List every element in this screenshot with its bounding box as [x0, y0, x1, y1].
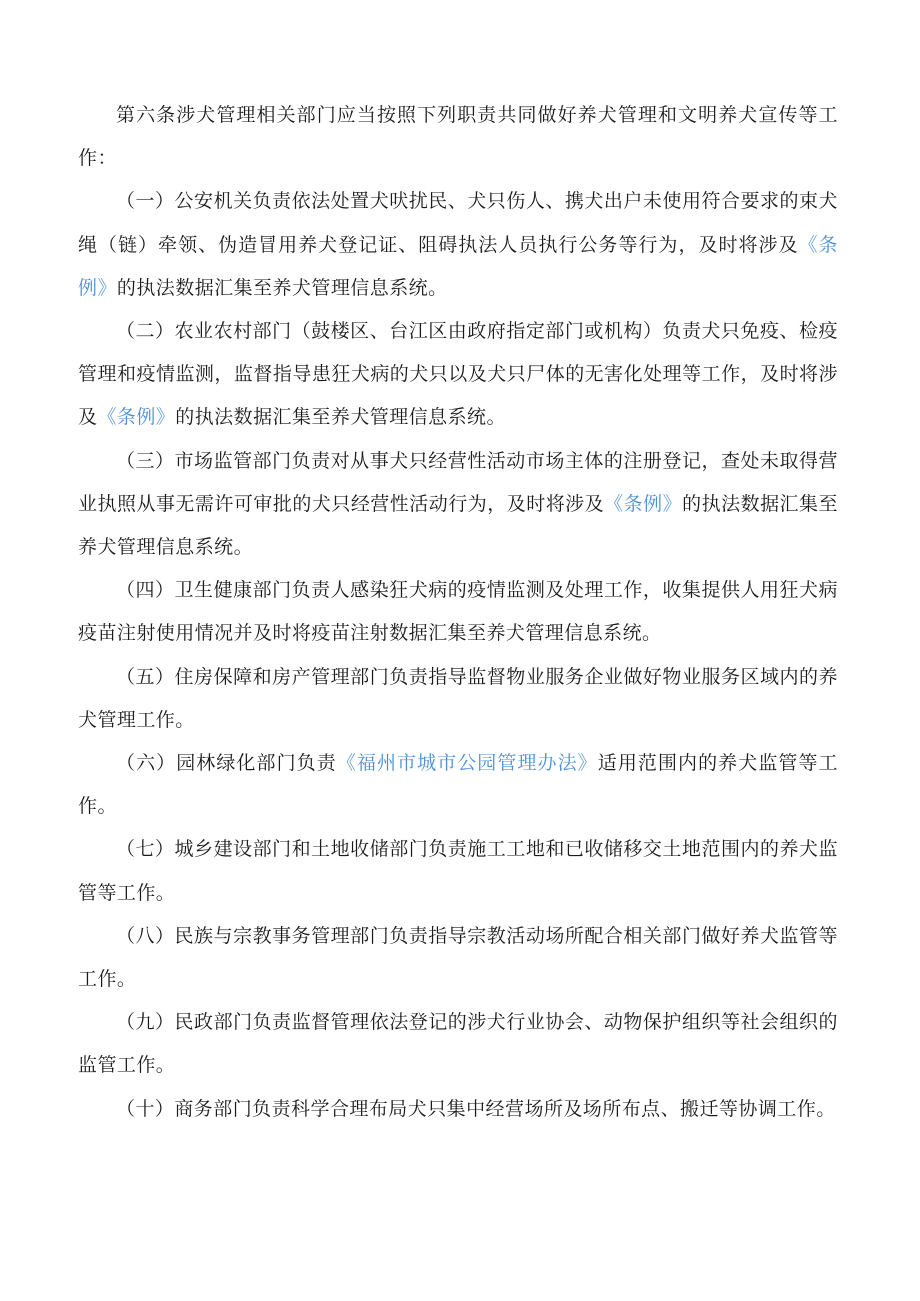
clause-2: [78, 310, 838, 440]
clause-3: [78, 440, 838, 570]
clause-text: （八）民族与宗教事务管理部门负责指导宗教活动场所配合相关部门做好养犬监管等工作。: [78, 924, 838, 991]
document-page: [78, 94, 838, 1131]
park-regulation-link[interactable]: 《福州市城市公园管理办法》: [336, 752, 598, 775]
clause-text: （十）商务部门负责科学合理布局犬只集中经营场所及场所布点、搬迁等协调工作。: [116, 1097, 836, 1120]
clause-text: （三）市场监管部门负责对从事犬只经营性活动市场主体的注册登记，查处未取得营业执照从事无需许可审批的犬只经营性活动行为，及时将涉及: [78, 449, 838, 515]
clause-text: 的执法数据汇集至养犬管理信息系统。: [175, 406, 506, 429]
regulation-link[interactable]: 《条例》: [78, 233, 838, 299]
clause-6: [78, 742, 838, 828]
clause-1: [78, 180, 838, 310]
clause-text: （一）公安机关负责依法处置犬吠扰民、犬只伤人、携犬出户未使用符合要求的束犬绳（链）牵领、伪造冒用养犬登记证、阻碍执法人员执行公务等行为，及时将涉及: [78, 190, 838, 256]
clause-text: （六）园林绿化部门负责: [116, 752, 337, 775]
clause-5: [78, 656, 838, 742]
regulation-link[interactable]: 《条例》: [604, 492, 683, 515]
clause-10: [78, 1088, 838, 1131]
clause-7: [78, 828, 838, 914]
clause-text: （五）住房保障和房产管理部门负责指导监督物业服务企业做好物业服务区域内的养犬管理工作。: [78, 665, 838, 731]
clause-text: （二）农业农村部门（鼓楼区、台江区由政府指定部门或机构）负责犬只免疫、检疫管理和疫情监测，监督指导患狂犬病的犬只以及犬只尸体的无害化处理等工作，及时将涉及: [78, 320, 838, 429]
clause-text: （七）城乡建设部门和土地收储部门负责施工工地和已收储移交土地范围内的养犬监管等工作。: [78, 838, 838, 904]
clause-text: 的执法数据汇集至养犬管理信息系统。: [116, 276, 448, 299]
article-intro: 第六条涉犬管理相关部门应当按照下列职责共同做好养犬管理和文明养犬宣传等工作：: [78, 104, 838, 170]
clause-8: [78, 915, 838, 1001]
clause-text: 的执法数据汇集至养犬管理信息系统。: [78, 492, 838, 559]
clause-text: 适用范围内的养犬监管等工作。: [78, 752, 838, 818]
clause-text: （九）民政部门负责监督管理依法登记的涉犬行业协会、动物保护组织等社会组织的监管工作。: [78, 1011, 838, 1077]
clause-4: [78, 569, 838, 655]
clause-9: [78, 1001, 838, 1087]
regulation-link[interactable]: 《条例》: [97, 406, 176, 429]
clause-text: （四）卫生健康部门负责人感染狂犬病的疫情监测及处理工作，收集提供人用狂犬病疫苗注射使用情况并及时将疫苗注射数据汇集至养犬管理信息系统。: [78, 579, 838, 645]
